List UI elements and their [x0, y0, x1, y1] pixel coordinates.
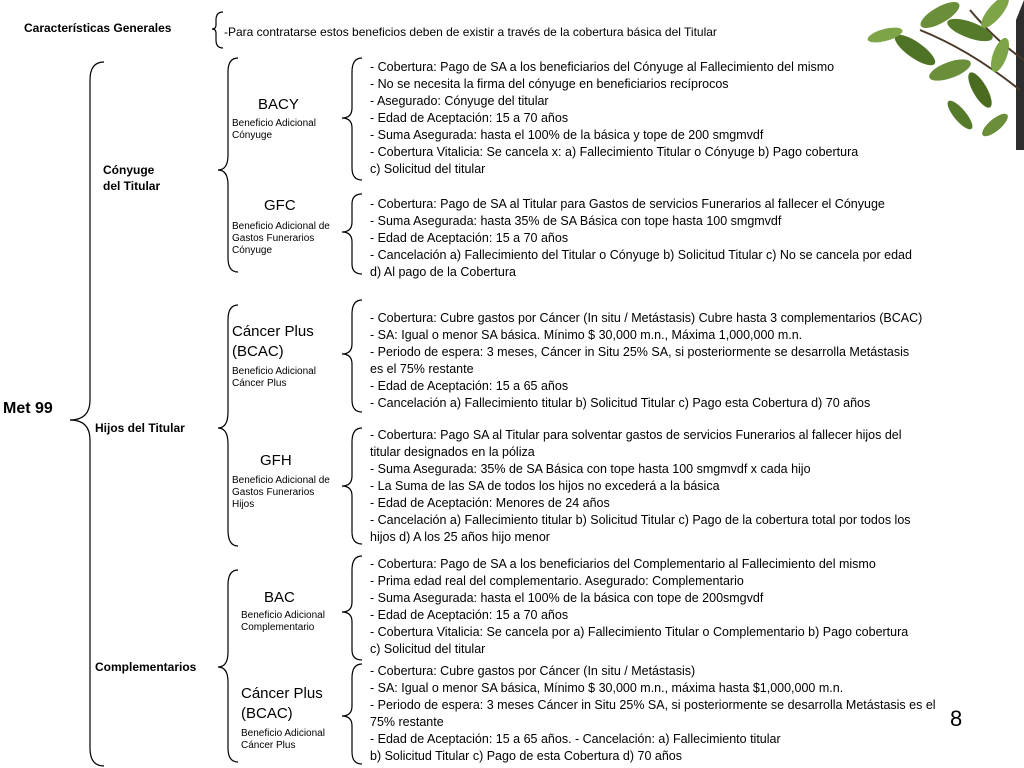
- product-bcac-details: [370, 310, 922, 412]
- category-hijos: Hijos del Titular: [95, 421, 185, 435]
- detail-line: - Suma Asegurada: hasta el 100% de la básica y tope de 200 smgmvdf: [370, 128, 764, 142]
- product-bcac-desc: Beneficio Adicional Cáncer Plus: [232, 366, 316, 389]
- detail-line: - Cobertura Vitalicia: Se cancela por a) Fallecimiento Titular o Complementario b) Pago cobertura: [370, 625, 909, 639]
- detail-line: hijos d) A los 25 años hijo menor: [370, 530, 550, 544]
- product-bac: BAC: [264, 589, 295, 606]
- gfh-brace: [342, 428, 362, 544]
- category-conyuge: Cónyuge del Titular: [103, 163, 161, 193]
- product-bacy: BACY: [258, 96, 299, 113]
- detail-line: - Cancelación a) Fallecimiento titular b) Solicitud Titular c) Pago de la cobertura total por todos los: [370, 513, 911, 527]
- complementarios-brace: [218, 570, 238, 762]
- product-bacy-desc: Beneficio Adicional Cónyuge: [232, 118, 316, 141]
- product-bcac: Cáncer Plus (BCAC): [232, 323, 314, 360]
- detail-line: - Edad de Aceptación: 15 a 70 años: [370, 111, 569, 125]
- detail-line: - Suma Asegurada: hasta el 100% de la básica con tope de 200smgvdf: [370, 591, 764, 605]
- detail-line: - Edad de Aceptación: 15 a 65 años. - Cancelación: a) Fallecimiento titular: [370, 732, 781, 746]
- detail-line: 75% restante: [370, 715, 444, 729]
- detail-line: b) Solicitud Titular c) Pago de esta Cobertura d) 70 años: [370, 749, 682, 763]
- page-number: 8: [950, 706, 963, 731]
- product-bcac-complementario-desc: Beneficio Adicional Cáncer Plus: [241, 728, 325, 751]
- detail-line: - Periodo de espera: 3 meses, Cáncer in Situ 25% SA, si posteriormente se desarrolla Metástasis: [370, 345, 910, 359]
- detail-line: - Cobertura: Pago de SA a los beneficiarios del Complementario al Fallecimiento del mismo: [370, 557, 876, 571]
- detail-line: - SA: Igual o menor SA básica, Mínimo $ 30,000 m.n., máxima hasta $1,000,000 m.n.: [370, 681, 844, 695]
- detail-line: c) Solicitud del titular: [370, 642, 486, 656]
- detail-line: es el 75% restante: [370, 362, 474, 376]
- product-gfc-desc: Beneficio Adicional de Gastos Funerarios Cónyuge: [232, 221, 330, 256]
- detail-line: - SA: Igual o menor SA básica. Mínimo $ 30,000 m.n., Máxima 1,000,000 m.n.: [370, 328, 803, 342]
- bcac-brace: [342, 300, 362, 412]
- detail-line: - Suma Asegurada: hasta 35% de SA Básica con tope hasta 100 smgmvdf: [370, 214, 782, 228]
- detail-line: - Cobertura: Pago de SA al Titular para Gastos de servicios Funerarios al fallecer el Cónyuge: [370, 197, 885, 211]
- product-gfc: GFC: [264, 197, 296, 214]
- detail-line: - No se necesita la firma del cónyuge en beneficiarios recíprocos: [370, 77, 729, 91]
- product-gfh-desc: Beneficio Adicional de Gastos Funerarios Hijos: [232, 475, 330, 510]
- bcac2-brace: [342, 664, 362, 764]
- detail-line: - Cancelación a) Fallecimiento del Titular o Cónyuge b) Solicitud Titular c) No se cancela por edad: [370, 248, 912, 262]
- detail-line: - Cobertura Vitalicia: Se cancela x: a) Fallecimiento Titular o Cónyuge b) Pago cobertura: [370, 145, 859, 159]
- detail-line: - Edad de Aceptación: 15 a 65 años: [370, 379, 569, 393]
- header-title: Características Generales: [24, 21, 172, 35]
- gfc-brace: [342, 194, 362, 274]
- header-brace: [212, 12, 223, 48]
- detail-line: - La Suma de las SA de todos los hijos no excederá a la básica: [370, 479, 720, 493]
- detail-line: - Suma Asegurada: 35% de SA Básica con tope hasta 100 smgmvdf x cada hijo: [370, 462, 811, 476]
- product-gfh: GFH: [260, 452, 292, 469]
- detail-line: - Edad de Aceptación: 15 a 70 años: [370, 231, 569, 245]
- detail-line: - Asegurado: Cónyuge del titular: [370, 94, 549, 108]
- detail-line: d) Al pago de la Cobertura: [370, 265, 516, 279]
- detail-line: titular designados en la póliza: [370, 445, 535, 459]
- detail-line: c) Solicitud del titular: [370, 162, 486, 176]
- product-bcac-complementario: Cáncer Plus (BCAC): [241, 685, 323, 722]
- category-complementarios: Complementarios: [95, 660, 197, 674]
- header-text: -Para contratarse estos beneficios deben de existir a través de la cobertura básica del Titular: [224, 25, 717, 39]
- bac-brace: [342, 556, 362, 660]
- detail-line: - Cancelación a) Fallecimiento titular b) Solicitud Titular c) Pago esta Cobertura d) 70 años: [370, 396, 871, 410]
- product-bcac-complementario-details: [370, 663, 936, 765]
- product-gfh-details: [370, 427, 911, 546]
- detail-line: - Cobertura: Cubre gastos por Cáncer (In situ / Metástasis) Cubre hasta 3 complementarios (BCAC): [370, 311, 923, 325]
- root-label: Met 99: [3, 400, 53, 417]
- product-gfc-details: [370, 196, 912, 281]
- bacy-brace: [342, 58, 362, 180]
- product-bacy-details: [370, 59, 858, 178]
- detail-line: - Periodo de espera: 3 meses Cáncer in Situ 25% SA, si posteriormente se desarrolla Metástasis es el: [370, 698, 936, 712]
- detail-line: - Cobertura: Cubre gastos por Cáncer (In situ / Metástasis): [370, 664, 696, 678]
- detail-line: - Edad de Aceptación: Menores de 24 años: [370, 496, 610, 510]
- product-bac-desc: Beneficio Adicional Complementario: [241, 610, 325, 633]
- detail-line: - Cobertura: Pago de SA a los beneficiarios del Cónyuge al Fallecimiento del mismo: [370, 60, 835, 74]
- detail-line: - Cobertura: Pago SA al Titular para solventar gastos de servicios Funerarios al fallecer hijos del: [370, 428, 902, 442]
- product-bac-details: [370, 556, 908, 658]
- detail-line: - Edad de Aceptación: 15 a 70 años: [370, 608, 569, 622]
- detail-line: - Prima edad real del complementario. Asegurado: Complementario: [370, 574, 744, 588]
